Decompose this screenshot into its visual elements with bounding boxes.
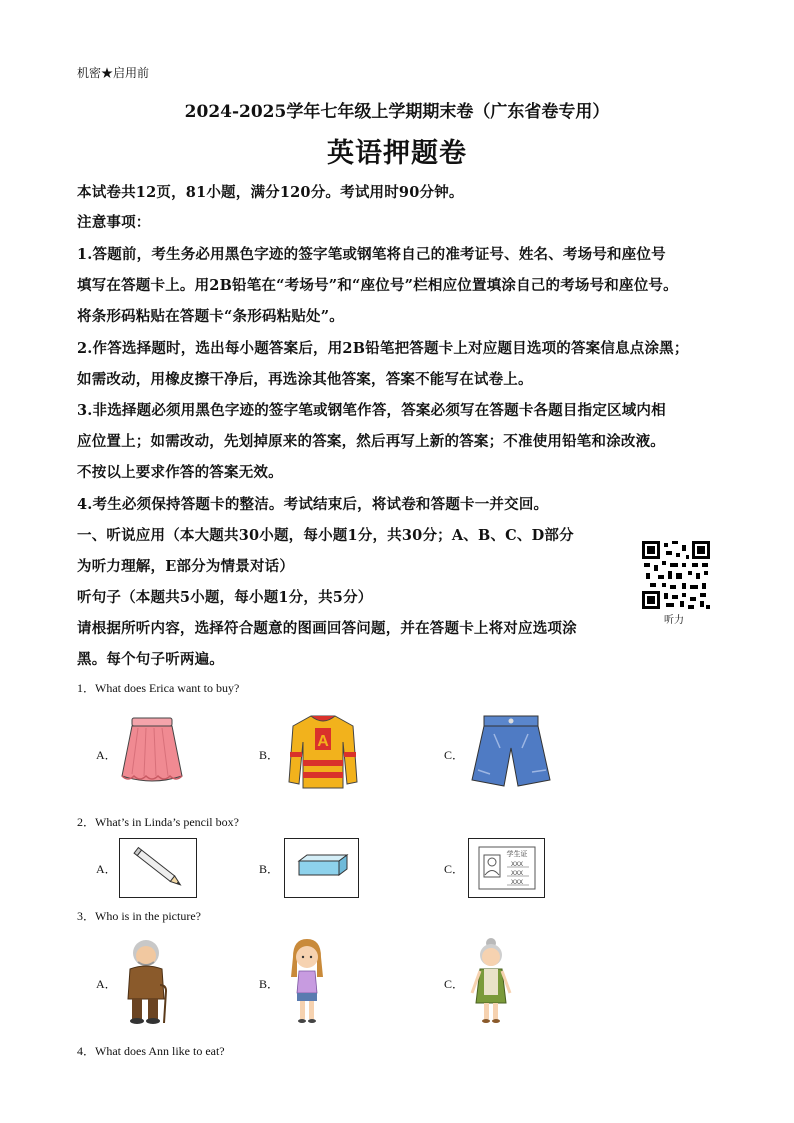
part-heading: 听句子（本题共5小题，每小题1分，共5分） (77, 589, 373, 606)
qr-caption: 听力 (664, 615, 684, 626)
question-3: 3．Who is in the picture? (77, 909, 201, 923)
option-b-label: B． (259, 977, 280, 991)
option-a-label: A． (96, 748, 117, 762)
exam-title: 2024-2025学年七年级上学期期末卷（广东省卷专用） (184, 102, 610, 122)
option-a-label: A． (96, 977, 117, 991)
confidential-label: 机密★启用前 (77, 66, 150, 80)
student-card-icon (469, 839, 544, 897)
grandmother-icon (468, 937, 514, 1025)
card-line: XXX (510, 862, 524, 868)
sweater-letter: A (317, 733, 329, 750)
skirt-icon (118, 716, 186, 784)
girl-icon (285, 937, 329, 1025)
student-card-frame (468, 838, 545, 898)
option-a-label: A． (96, 862, 117, 876)
card-title: 学生证 (506, 850, 528, 858)
sweater-icon (287, 712, 359, 790)
section-heading-cont: 为听力理解，E部分为情景对话） (77, 558, 295, 575)
question-1: 1．What does Erica want to buy? (77, 681, 240, 695)
jeans-shorts-icon (470, 714, 552, 788)
option-c-label: C． (444, 977, 465, 991)
qr-code-icon[interactable] (642, 541, 710, 609)
question-2: 2．What’s in Linda’s pencil box? (77, 815, 239, 829)
notes-line: 应位置上；如需改动，先划掉原来的答案，然后再写上新的答案；不准使用铅笔和涂改液。 (77, 433, 665, 450)
card-line: XXX (510, 871, 524, 877)
instruction-line: 请根据所听内容，选择符合题意的图画回答问题，并在答题卡上将对应选项涂 (77, 620, 577, 637)
notes-line: 2.作答选择题时，选出每小题答案后，用2B铅笔把答题卡上对应题目选项的答案信息点涂黑； (77, 340, 689, 357)
notes-line: 3.非选择题必须用黑色字迹的签字笔或钢笔作答，答案必须写在答题卡各题目指定区域内相 (77, 402, 666, 419)
question-4: 4．What does Ann like to eat? (77, 1044, 225, 1058)
exam-subtitle: 英语押题卷 (327, 138, 467, 169)
notes-line: 不按以上要求作答的答案无效。 (77, 464, 283, 481)
notes-line: 如需改动，用橡皮擦干净后，再选涂其他答案，答案不能写在试卷上。 (77, 371, 533, 388)
eraser-frame (284, 838, 359, 898)
instruction-line: 黑。每个句子听两遍。 (77, 651, 224, 668)
notes-line: 4.考生必须保持答题卡的整洁。考试结束后，将试卷和答题卡一并交回。 (77, 496, 549, 513)
pencil-icon (120, 839, 196, 897)
pencil-frame (119, 838, 197, 898)
notes-line: 将条形码粘贴在答题卡“条形码粘贴处”。 (77, 308, 344, 325)
option-b-label: B． (259, 748, 280, 762)
option-b-label: B． (259, 862, 280, 876)
card-line: XXX (510, 880, 524, 886)
eraser-icon (285, 839, 358, 897)
grandfather-icon (120, 937, 170, 1025)
section-heading: 一、听说应用（本大题共30小题，每小题1分，共30分；A、B、C、D部分 (77, 527, 574, 544)
notes-line: 填写在答题卡上。用2B铅笔在“考场号”和“座位号”栏相应位置填涂自己的考场号和座位号。 (77, 277, 678, 294)
exam-intro: 本试卷共12页，81小题，满分120分。考试用时90分钟。 (77, 184, 464, 201)
notes-heading: 注意事项： (77, 214, 151, 231)
option-c-label: C． (444, 748, 465, 762)
notes-line: 1.答题前，考生务必用黑色字迹的签字笔或钢笔将自己的准考证号、姓名、考场号和座位号 (77, 246, 666, 263)
option-c-label: C． (444, 862, 465, 876)
